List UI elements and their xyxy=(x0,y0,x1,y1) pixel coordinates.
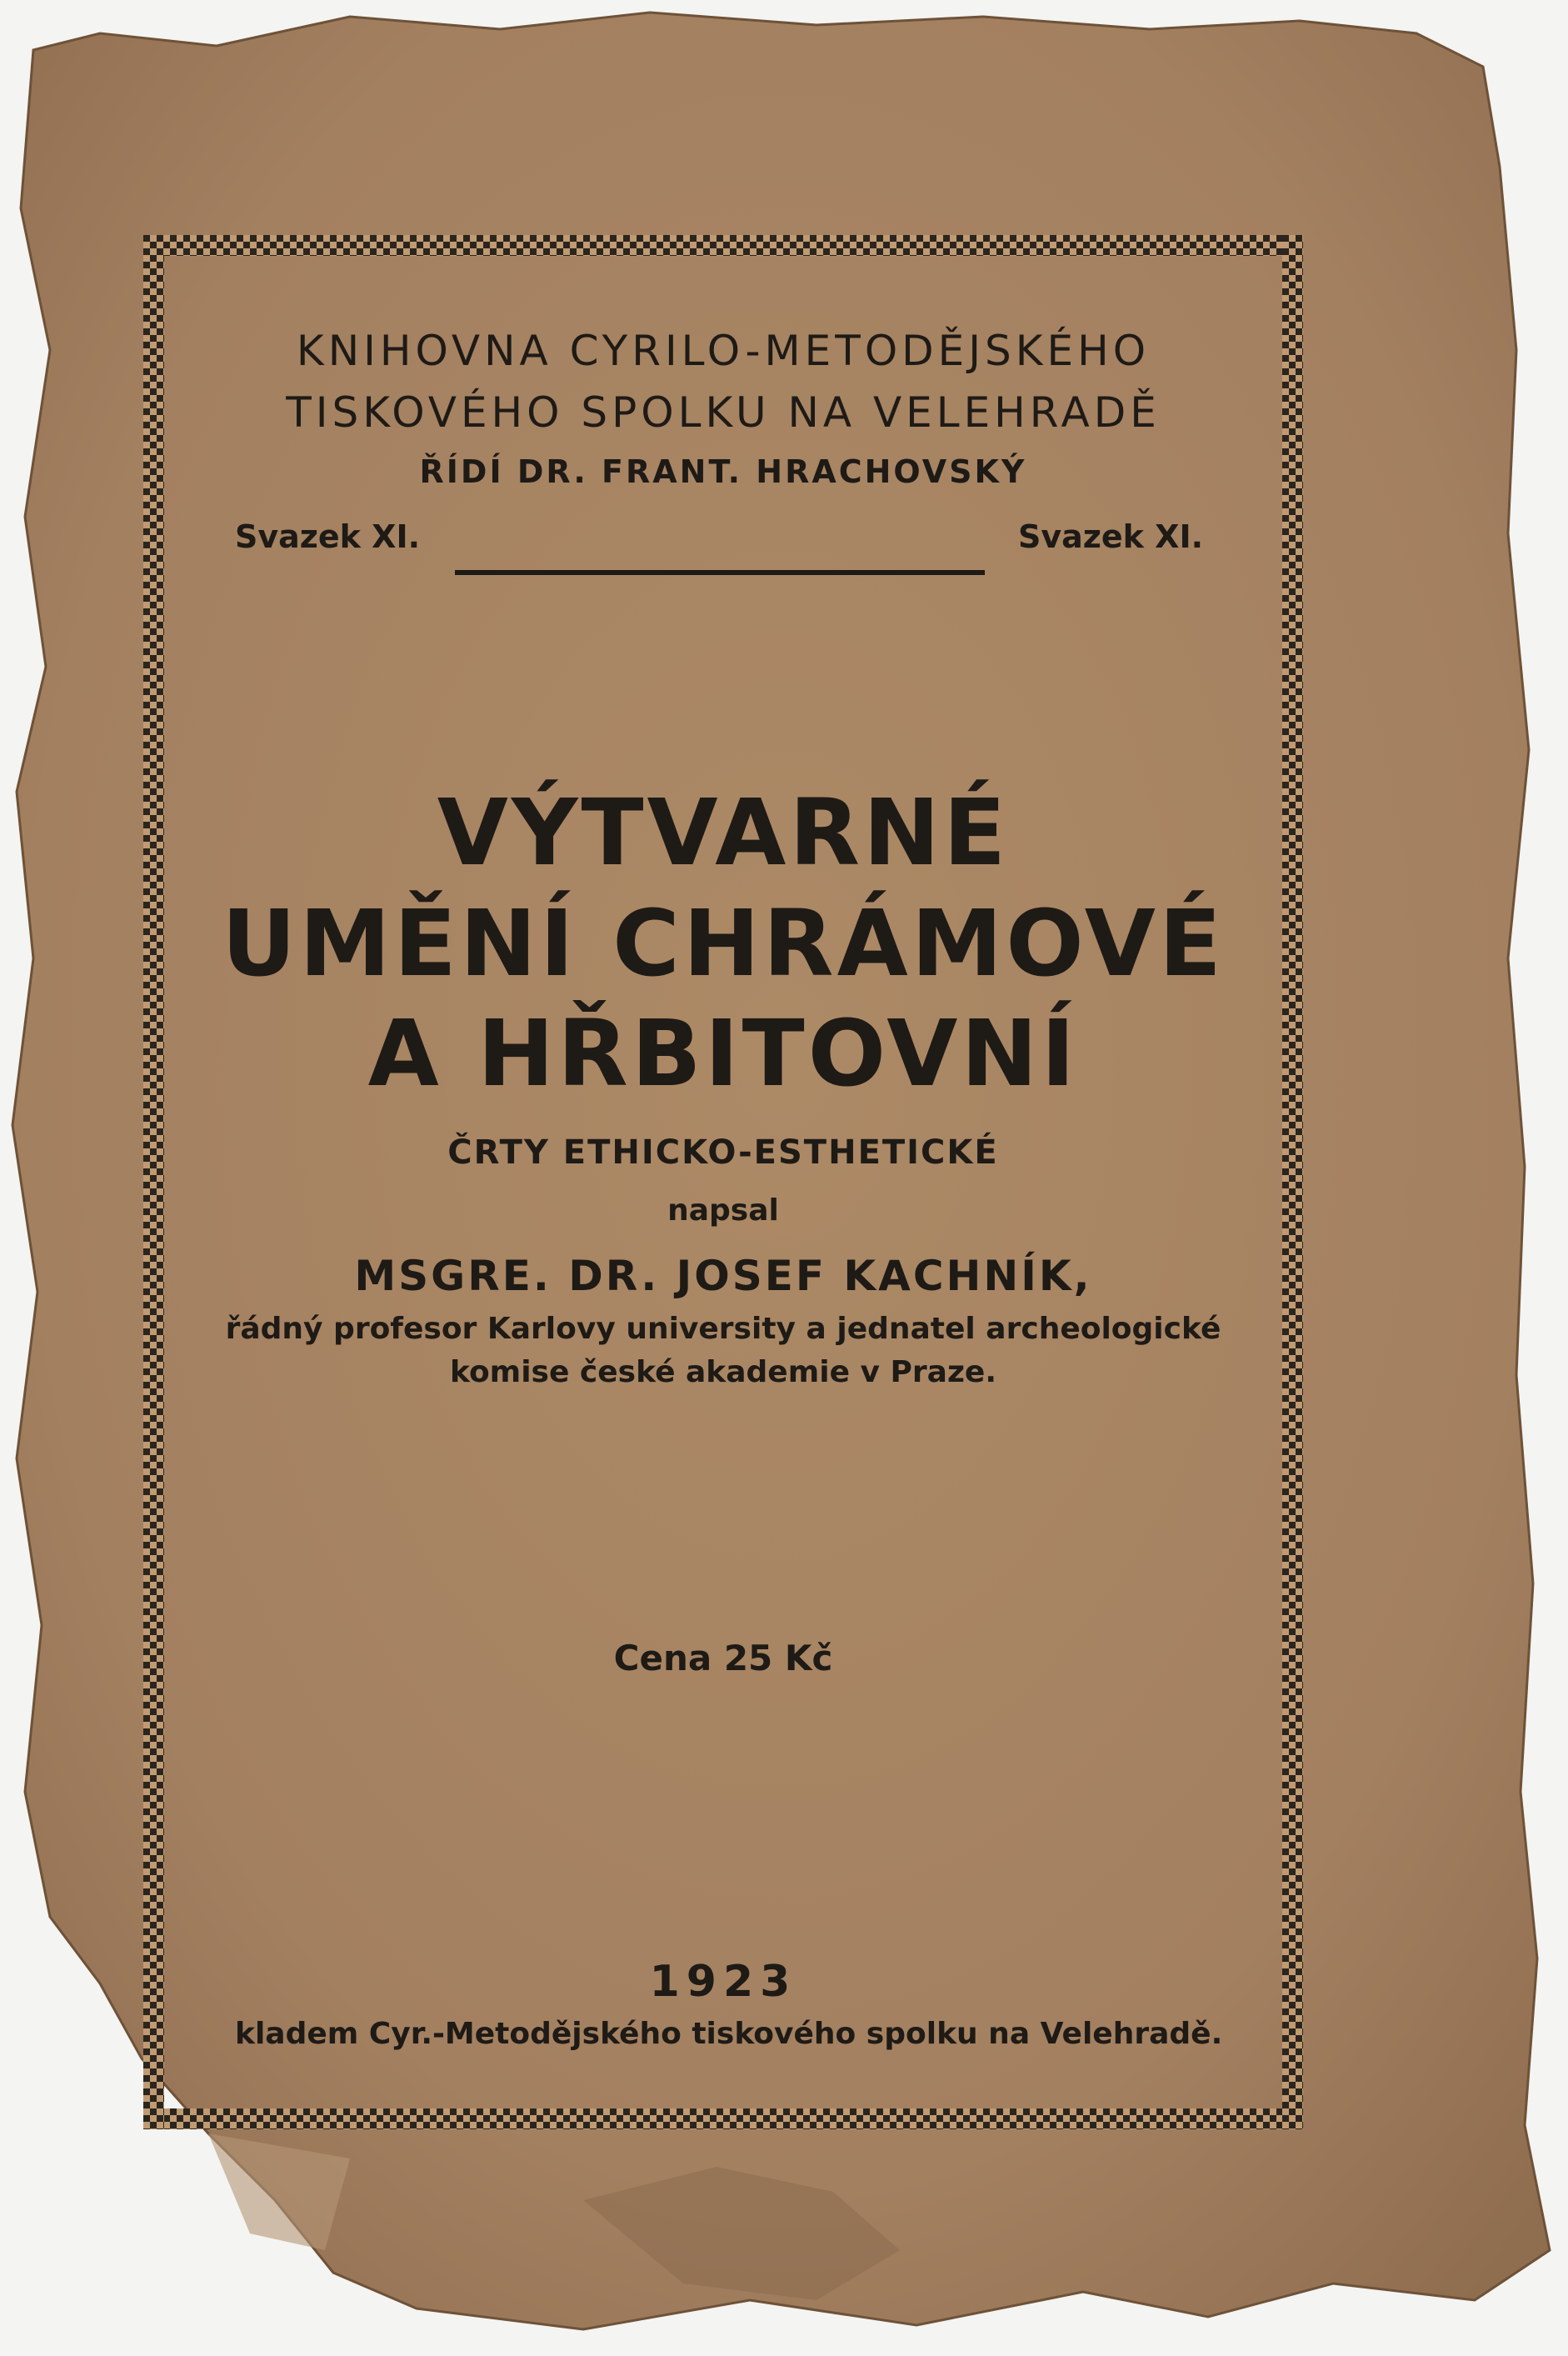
volume-label-left: Svazek XI. xyxy=(235,518,421,555)
author-name: MSGRE. DR. JOSEF KACHNÍK, xyxy=(354,1252,1092,1300)
book-subtitle: ČRTY ETHICKO-ESTHETICKÉ xyxy=(447,1133,999,1172)
book-title-line3: A HŘBITOVNÍ xyxy=(367,1000,1079,1107)
series-editor: ŘÍDÍ DR. FRANT. HRACHOVSKÝ xyxy=(419,453,1027,490)
checkered-border-bottom xyxy=(143,2108,1303,2129)
checkered-border-left xyxy=(143,235,164,2129)
book-title-line2: UMĚNÍ CHRÁMOVÉ xyxy=(221,890,1226,997)
byline: napsal xyxy=(667,1193,779,1228)
volume-label-right: Svazek XI. xyxy=(1018,518,1204,555)
publication-year: 1923 xyxy=(649,1957,797,2007)
series-title-line1: KNIHOVNA CYRILO-METODĚJSKÉHO xyxy=(296,327,1151,375)
author-affiliation-line1: řádný profesor Karlovy university a jednatel archeologické xyxy=(225,1312,1221,1346)
checkered-border-right xyxy=(1282,235,1303,2129)
author-affiliation-line2: komise české akademie v Praze. xyxy=(449,1355,997,1389)
book-title-line1: VÝTVARNÉ xyxy=(437,779,1010,886)
checkered-border-top xyxy=(143,235,1303,256)
price: Cena 25 Kč xyxy=(613,1638,833,1678)
header-divider xyxy=(455,570,985,575)
series-title-line2: TISKOVÉHO SPOLKU NA VELEHRADĚ xyxy=(286,388,1161,437)
publisher-line: kladem Cyr.-Metodějského tiskového spolku na Velehradě. xyxy=(235,2017,1223,2051)
